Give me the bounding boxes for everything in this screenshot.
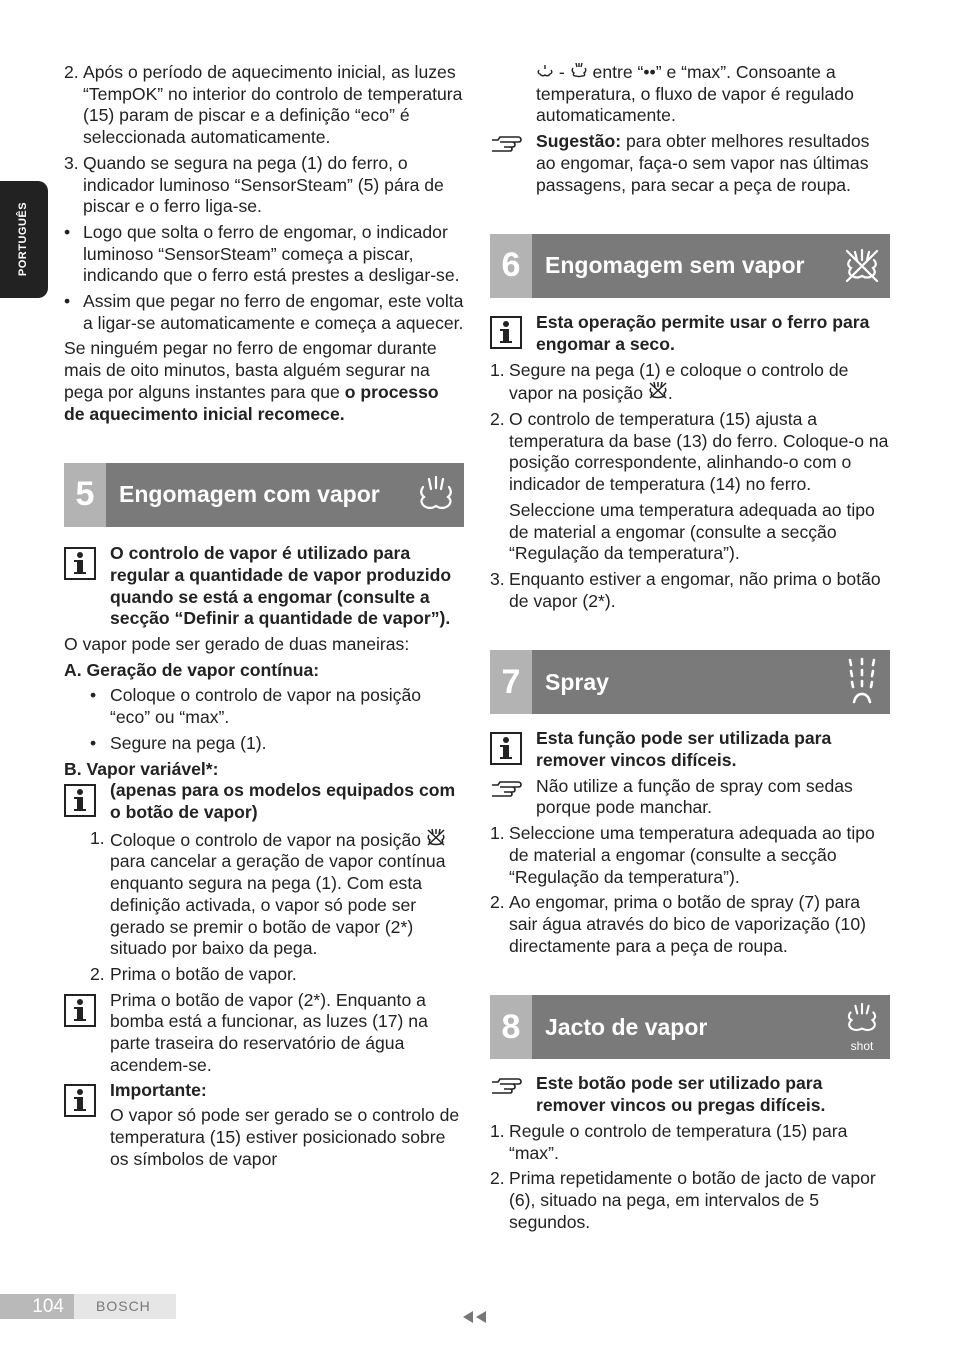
- paragraph: Seleccione uma temperatura adequada ao tipo de material a engomar (consulte a secção “Regulação da temperatura”).: [509, 499, 875, 564]
- list-item: 1. Coloque o controlo de vapor na posição para cancelar a geração de vapor contínua enquanto segura na pega (1). Com esta definição activada, o vapor só pode ser gerado se premir o botão de vapor (2*) situado por baixo da pega.: [90, 827, 446, 959]
- language-label: PORTUGUÊS: [17, 201, 30, 277]
- no-steam-icon: [426, 830, 446, 850]
- subheading: B. Vapor variável*:: [64, 758, 219, 779]
- pointing-hand-icon: [490, 779, 522, 805]
- section-title: Engomagem sem vapor: [545, 252, 805, 279]
- info-icon: [64, 1084, 96, 1117]
- info-note: O controlo de vapor é utilizado para regular a quantidade de vapor produzido quando se está a engomar (consulte a secção “Definir a quantidade de vapor”).: [64, 543, 464, 630]
- info-note: Esta função pode ser utilizada para remover vincos difíceis.: [490, 728, 890, 771]
- steam-high-icon: [570, 62, 588, 82]
- bullet-item: • Coloque o controlo de vapor na posição “eco” ou “max”.: [90, 685, 422, 728]
- paragraph: - entre “••” e “max”. Consoante a temperatura, o fluxo de vapor é regulado automaticamente.: [536, 62, 854, 126]
- section-number: 8: [490, 995, 532, 1059]
- list-item: 1. Seleccione uma temperatura adequada ao tipo de material a engomar (consulte a secção “Regulação da temperatura”).: [490, 823, 875, 887]
- left-column: [64, 62, 464, 1170]
- info-icon: [490, 316, 522, 349]
- list-item: 1. Segure na pega (1) e coloque o controlo de vapor na posição .: [490, 359, 849, 404]
- tip-note: Não utilize a função de spray com sedas porque pode manchar.: [490, 776, 890, 819]
- list-item: 1. Regule o controlo de temperatura (15) para “max”.: [490, 1120, 848, 1163]
- list-item: 3. Quando se segura na pega (1) do ferro, o indicador luminoso “SensorSteam” (5) pára de piscar e o ferro liga-se.: [64, 152, 444, 217]
- info-note: Esta operação permite usar o ferro para engomar a seco.: [490, 312, 890, 355]
- list-item: 3. Enquanto estiver a engomar, não prima o botão de vapor (2*).: [490, 568, 881, 611]
- section-header-5: [64, 463, 464, 527]
- info-icon: [64, 784, 96, 817]
- paragraph: O vapor pode ser gerado de duas maneiras:: [64, 634, 410, 655]
- steam-icon: [408, 463, 464, 527]
- page-number: 104: [0, 1294, 74, 1319]
- section-number: 6: [490, 234, 532, 298]
- list-item: 2. Prima o botão de vapor.: [90, 963, 297, 984]
- brand-label: BOSCH: [74, 1294, 176, 1319]
- section-title: Engomagem com vapor: [119, 481, 380, 508]
- info-note: Importante: O vapor só pode ser gerado se o controlo de temperatura (15) estiver posicionado sobre os símbolos de vapor: [64, 1080, 464, 1170]
- info-icon: [490, 732, 522, 765]
- shot-label: shot: [850, 1039, 874, 1054]
- bullet-item: • Assim que pegar no ferro de engomar, este volta a ligar-se automaticamente e começa a aquecer.: [64, 291, 464, 333]
- list-item: 2. O controlo de temperatura (15) ajusta a temperatura da base (13) do ferro. Coloque-o na posição correspondente, alinhando-o com o indicador de temperatura (14) no ferro.: [490, 409, 889, 495]
- paragraph: Se ninguém pegar no ferro de engomar durante mais de oito minutos, basta alguém segurar na pega por alguns instantes para que o processo de aquecimento inicial recomece.: [64, 338, 439, 424]
- pointing-hand-icon: [490, 1076, 522, 1102]
- list-item: 2. Prima repetidamente o botão de jacto de vapor (6), situado na pega, em intervalos de 5 segundos.: [490, 1168, 876, 1232]
- info-icon: [64, 547, 96, 580]
- list-item: 2. Ao engomar, prima o botão de spray (7) para sair água através do bico de vaporização (10) directamente para a peça de roupa.: [490, 892, 866, 956]
- list-item: 2. Após o período de aquecimento inicial, as luzes “TempOK” no interior do controlo de temperatura (15) param de piscar e a definição “eco” é seleccionada automaticamente.: [64, 62, 463, 148]
- language-tab: [0, 181, 48, 298]
- bullet-item: • Segure na pega (1).: [90, 732, 267, 753]
- section-number: 7: [490, 650, 532, 714]
- no-steam-icon: [648, 383, 668, 403]
- spray-icon: [834, 650, 890, 714]
- section-title: Jacto de vapor: [545, 1013, 708, 1040]
- back-arrows-icon: [462, 1308, 488, 1330]
- section-number: 5: [64, 463, 106, 527]
- tip-note: Sugestão: para obter melhores resultados ao engomar, faça-o sem vapor nas últimas passagens, para secar a peça de roupa.: [490, 131, 890, 196]
- section-title: Spray: [545, 668, 609, 695]
- subheading: A. Geração de vapor contínua:: [64, 659, 320, 680]
- section-header-6: [490, 234, 890, 298]
- info-note: Prima o botão de vapor (2*). Enquanto a bomba está a funcionar, as luzes (17) na parte traseira do reservatório de água acendem-se.: [64, 990, 464, 1077]
- section-header-8: [490, 995, 890, 1059]
- steam-low-icon: [536, 62, 554, 82]
- info-note: (apenas para os modelos equipados com o botão de vapor): [64, 780, 464, 823]
- steam-shot-icon: [834, 995, 890, 1059]
- pointing-hand-icon: [490, 134, 522, 160]
- bullet-item: • Logo que solta o ferro de engomar, o indicador luminoso “SensorSteam” começa a piscar, indicando que o ferro está prestes a desligar-se.: [64, 221, 460, 286]
- no-steam-icon: [834, 234, 890, 298]
- info-icon: [64, 994, 96, 1027]
- tip-note: Este botão pode ser utilizado para remover vincos ou pregas difíceis.: [490, 1073, 890, 1116]
- right-column: [490, 62, 890, 1233]
- section-header-7: [490, 650, 890, 714]
